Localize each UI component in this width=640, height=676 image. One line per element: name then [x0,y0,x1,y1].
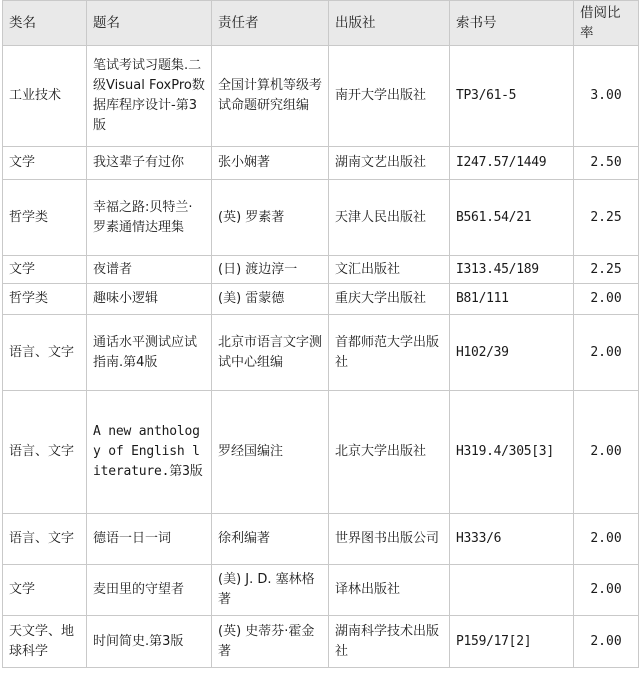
cell-borrow-ratio: 2.50 [574,147,639,180]
cell-call-number: I247.57/1449 [450,147,574,180]
cell-category: 语言、文字 [3,514,87,565]
cell-publisher: 首都师范大学出版社 [329,315,450,391]
cell-category: 哲学类 [3,284,87,315]
cell-call-number: H319.4/305[3] [450,391,574,514]
cell-call-number: B81/111 [450,284,574,315]
cell-publisher: 世界图书出版公司 [329,514,450,565]
cell-call-number: TP3/61-5 [450,46,574,147]
header-category: 类名 [3,1,87,46]
table-row [3,256,639,284]
cell-author: 徐利编著 [212,514,329,565]
cell-title: 趣味小逻辑 [87,284,212,315]
table-row [3,391,639,514]
cell-borrow-ratio: 2.00 [574,391,639,514]
table-row [3,180,639,256]
cell-category: 天文学、地球科学 [3,616,87,668]
cell-category: 语言、文字 [3,391,87,514]
cell-title: 笔试考试习题集.二级Visual FoxPro数据库程序设计-第3版 [87,46,212,147]
header-row [3,1,639,46]
cell-borrow-ratio: 2.00 [574,315,639,391]
cell-borrow-ratio: 2.00 [574,284,639,315]
cell-author: (日) 渡边淳一 [212,256,329,284]
cell-author: (美) J. D. 塞林格著 [212,565,329,616]
cell-author: 全国计算机等级考试命题研究组编 [212,46,329,147]
cell-category: 文学 [3,256,87,284]
cell-title: A new anthology of English literature.第3版 [87,391,212,514]
cell-category: 文学 [3,147,87,180]
cell-call-number: P159/17[2] [450,616,574,668]
cell-borrow-ratio: 2.25 [574,256,639,284]
cell-call-number [450,565,574,616]
cell-borrow-ratio: 2.00 [574,565,639,616]
cell-author: 北京市语言文字测试中心组编 [212,315,329,391]
header-title: 题名 [87,1,212,46]
book-borrowing-table [2,0,639,668]
cell-author: 张小娴著 [212,147,329,180]
cell-author: (英) 罗素著 [212,180,329,256]
cell-publisher: 南开大学出版社 [329,46,450,147]
cell-borrow-ratio: 2.00 [574,616,639,668]
cell-publisher: 湖南科学技术出版社 [329,616,450,668]
cell-borrow-ratio: 3.00 [574,46,639,147]
cell-title: 幸福之路:贝特兰·罗素通情达理集 [87,180,212,256]
table-row [3,565,639,616]
cell-title: 我这辈子有过你 [87,147,212,180]
cell-category: 文学 [3,565,87,616]
table-row [3,616,639,668]
table-row [3,46,639,147]
cell-category: 工业技术 [3,46,87,147]
cell-title: 夜谱者 [87,256,212,284]
header-publisher: 出版社 [329,1,450,46]
cell-author: (英) 史蒂芬·霍金著 [212,616,329,668]
cell-category: 语言、文字 [3,315,87,391]
cell-call-number: H102/39 [450,315,574,391]
table-row [3,147,639,180]
cell-publisher: 天津人民出版社 [329,180,450,256]
header-borrow-ratio: 借阅比率 [574,1,639,46]
cell-publisher: 重庆大学出版社 [329,284,450,315]
cell-call-number: B561.54/21 [450,180,574,256]
cell-publisher: 译林出版社 [329,565,450,616]
cell-call-number: H333/6 [450,514,574,565]
cell-borrow-ratio: 2.25 [574,180,639,256]
cell-publisher: 北京大学出版社 [329,391,450,514]
cell-title: 通话水平测试应试指南.第4版 [87,315,212,391]
cell-publisher: 文汇出版社 [329,256,450,284]
header-call-number: 索书号 [450,1,574,46]
table-row [3,315,639,391]
cell-borrow-ratio: 2.00 [574,514,639,565]
cell-call-number: I313.45/189 [450,256,574,284]
cell-category: 哲学类 [3,180,87,256]
cell-publisher: 湖南文艺出版社 [329,147,450,180]
cell-title: 德语一日一词 [87,514,212,565]
cell-author: (美) 雷蒙德 [212,284,329,315]
table-row [3,284,639,315]
cell-author: 罗经国编注 [212,391,329,514]
table-row [3,514,639,565]
cell-title: 时间简史.第3版 [87,616,212,668]
cell-title: 麦田里的守望者 [87,565,212,616]
header-author: 责任者 [212,1,329,46]
